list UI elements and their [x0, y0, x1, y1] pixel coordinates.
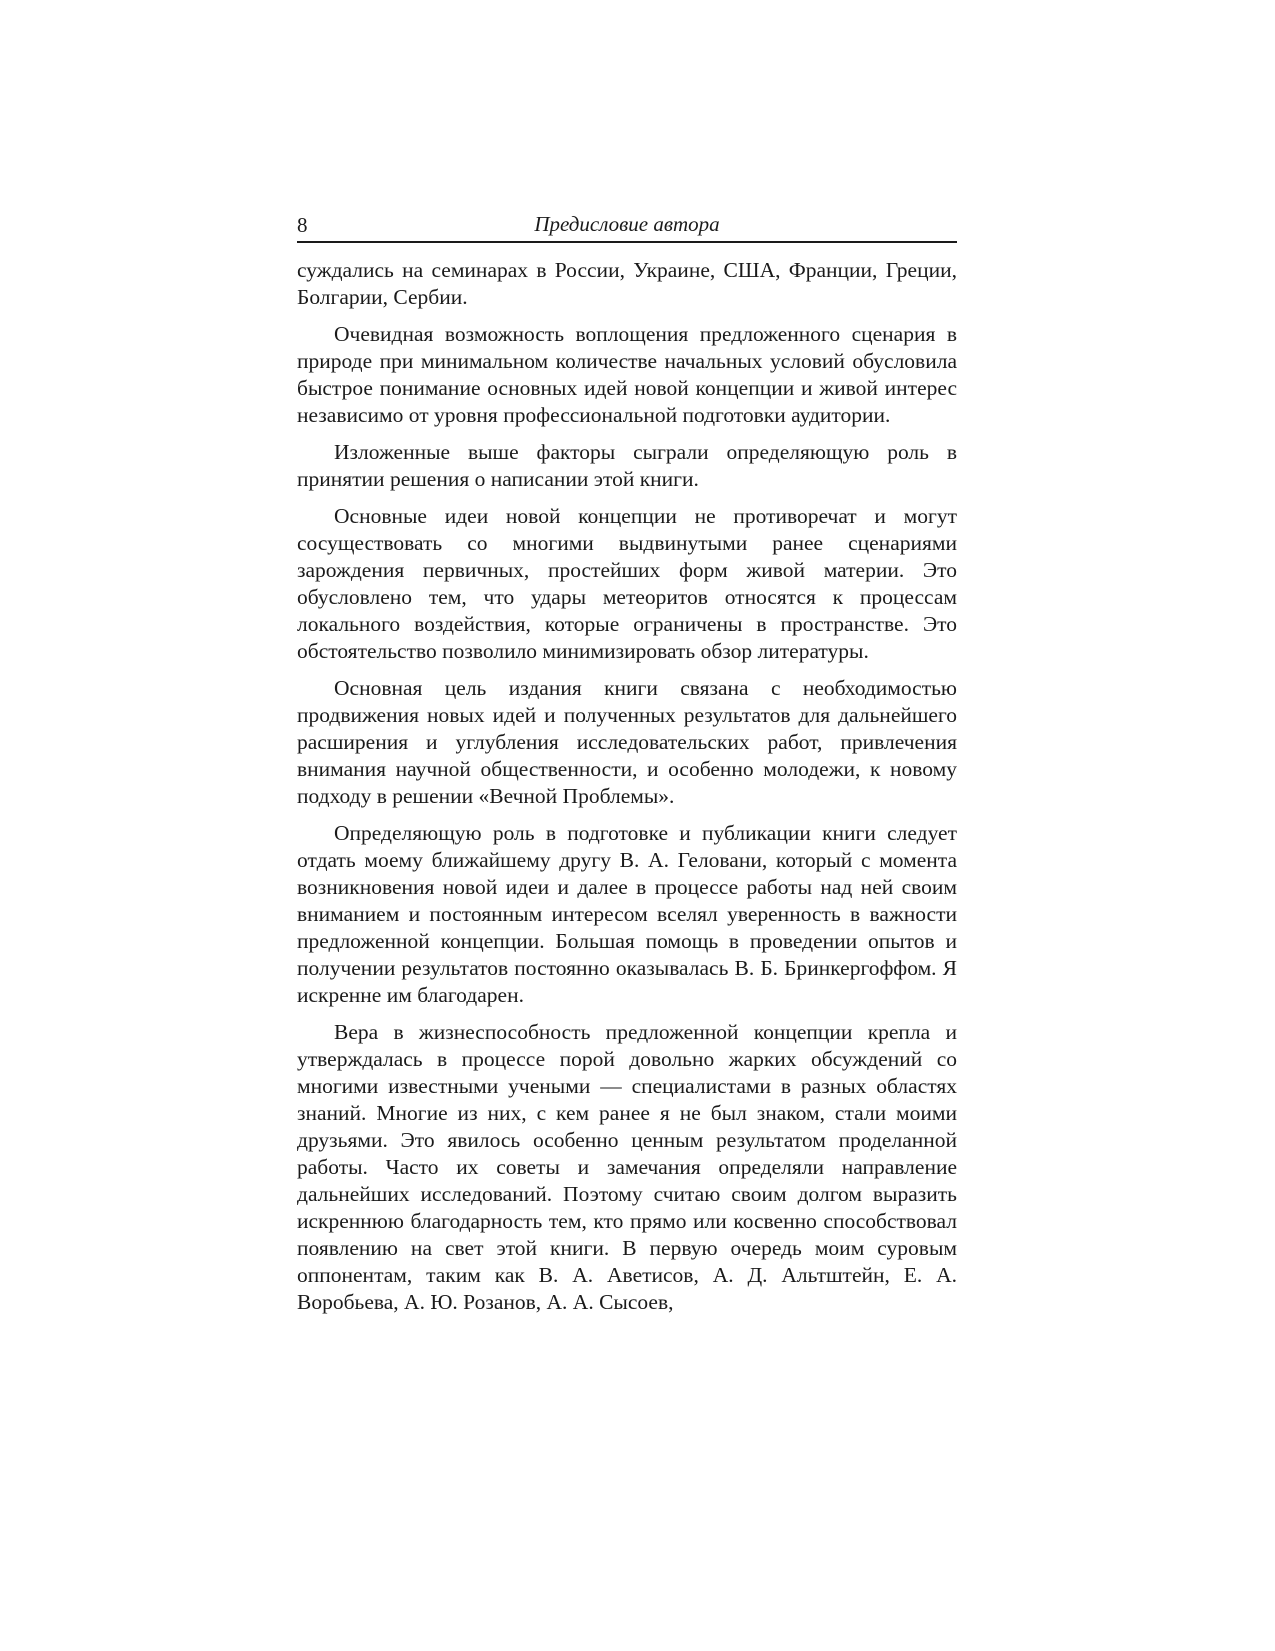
paragraph-7: Вера в жизнеспособность предложенной концепции крепла и утверждалась в процессе порой довольно жарких обсуждений со многими известными учеными — специалистами в разных областях знаний. Многие из них, с кем ранее я не был знаком, стали моими друзьями. Это явилось особенно ценным результатом проделанной работы. Часто их советы и замечания определяли направление дальнейших исследований. Поэтому считаю своим долгом выразить искреннюю благодарность тем, кто прямо или косвенно способствовал появлению на свет этой книги. В первую очередь моим суровым оппонентам, таким как В. А. Аветисов, А. Д. Альтштейн, Е. А. Воробьева, А. Ю. Розанов, А. А. Сысоев,	[297, 1020, 957, 1314]
paragraph-2: Очевидная возможность воплощения предложенного сценария в природе при минимальном количестве начальных условий обусловила быстрое понимание основных идей новой концепции и живой интерес независимо от уровня профессиональной подготовки аудитории.	[297, 322, 957, 427]
paragraph-6: Определяющую роль в подготовке и публикации книги следует отдать моему ближайшему другу В. А. Геловани, который с момента возникновения новой идеи и далее в процессе работы над ней своим вниманием и постоянным интересом вселял уверенность в важности предложенной концепции. Большая помощь в проведении опытов и получении результатов постоянно оказывалась В. Б. Бринкергоффом. Я искренне им благодарен.	[297, 821, 957, 1007]
page-header	[297, 211, 957, 243]
running-title: Предисловие автора	[534, 212, 720, 236]
paragraph-3: Изложенные выше факторы сыграли определяющую роль в принятии решения о написании этой книги.	[297, 440, 957, 491]
text-body	[297, 257, 957, 1316]
paragraph-1: суждались на семинарах в России, Украине, США, Франции, Греции, Болгарии, Сербии.	[297, 258, 957, 309]
paragraph-5: Основная цель издания книги связана с необходимостью продвижения новых идей и полученных результатов для дальнейшего расширения и углубления исследовательских работ, привлечения внимания научной общественности, и особенно молодежи, к новому подходу в решении «Вечной Проблемы».	[297, 676, 957, 808]
paragraph-4: Основные идеи новой концепции не противоречат и могут сосуществовать со многими выдвинутыми ранее сценариями зарождения первичных, простейших форм живой материи. Это обусловлено тем, что удары метеоритов относятся к процессам локального воздействия, которые ограничены в пространстве. Это обстоятельство позволило минимизировать обзор литературы.	[297, 504, 957, 663]
page-number: 8	[297, 213, 308, 237]
